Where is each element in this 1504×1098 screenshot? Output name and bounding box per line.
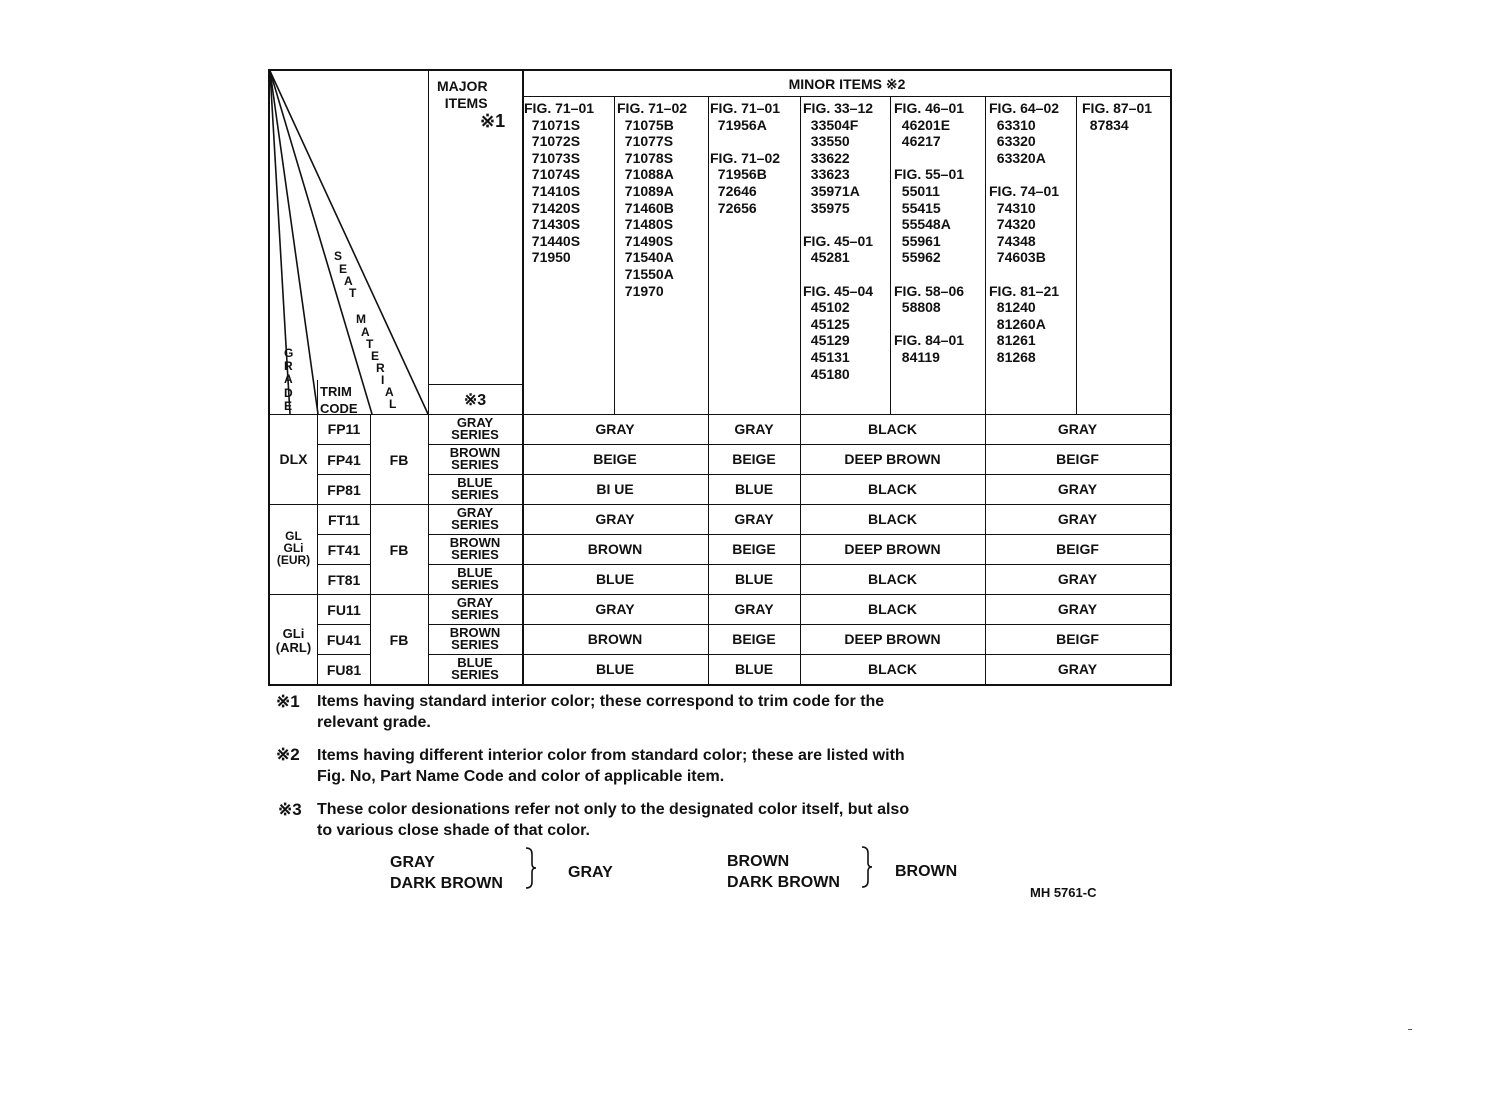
series-cell: GRAY SERIES xyxy=(451,595,499,622)
series-cell: BROWN SERIES xyxy=(449,445,501,472)
scan-speck xyxy=(1408,1029,1412,1030)
series-cell: GRAY SERIES xyxy=(451,505,499,532)
page: MAJOR ITEMS ※1 MINOR ITEMS ※2 ※3 G R A D E TRIM CODE S E A T M A T E R I A L FIG. 71–01 71071S 71072S 71073S 71074S 71410S 71420S 71430S 71440S 71950 FIG. 71–02 71075B 71077S 71078S 71088A 71089A 71460B 71480S 71490S 71540A 71550A 71970 FIG. 71–01 71956A FIG. 71–02 71956B 72646 72656 FIG. 33–12 33504F 33550 33622 33623 35971A 35975 FIG. 45–01 45281 FIG. 45–04 45102 45125 45129 45131 45180 FIG. 46–01 46201E 46217 FIG. 55–01 55011 55415 55548A 55961 55962 FIG. 58–06 58808 FIG. 84–01 84119 FIG. 64–02 63310 63320 63320A FIG. 74–01 74310 74320 74348 74603B FIG. 81–21 81240 81260A 81261 81268 FIG. 87–01 87834 DLX GL GLi (EUR) GLi (ARL) FB FB FB FP11 GRAY SERIES GRAY GRAY BLACK GRAY FP41 BROWN SERIES BEIGE BEIGE DEEP BROWN BEIGF FP81 BLUE SERIES BI UE BLUE BLACK GRAY FT11 GRAY SERIES GRAY GRAY BLACK GRAY FT41 BROWN SERIES BROWN BEIGE DEEP BROWN BEIGF FT81 BLUE SERIES BLUE BLUE BLACK GRAY FU11 GRAY SERIES GRAY GRAY BLACK GRAY FU41 BROWN SERIES BROWN BEIGE DEEP BROWN BEIGF FU81 BLUE SERIES BLUE BLUE BLACK GRAY ※1 Items having standard interior color; these correspond to trim code for the relevant grade. ※2 Items having different interior color from standard color; these are listed with Fig. No, Part Name Code and color of applicable item. ※3 These color desionations refer not only to the designated color itself, but also to various close shade of that color. GRAY DARK BROWN GRAY BROWN DARK BROWN BROWN MH 5761-C xyxy=(0,0,1504,1098)
color-cell: DEEP BROWN xyxy=(844,541,941,557)
material-cell: FB xyxy=(389,632,409,648)
color-cell: GRAY xyxy=(1057,421,1098,437)
color-cell: BLUE xyxy=(595,571,635,587)
minor-col-5: FIG. 46–01 46201E 46217 FIG. 55–01 55011 55415 55548A 55961 55962 FIG. 58–06 58808 FIG. 84–01 84119 xyxy=(894,100,965,365)
note-text: These color desionations refer not only to the designated color itself, but also to various close shade of that color. xyxy=(317,801,910,839)
series-cell: GRAY SERIES xyxy=(451,415,499,442)
material-cell: FB xyxy=(389,542,409,558)
color-cell: BLUE xyxy=(734,571,774,587)
trim-code: FT11 xyxy=(328,512,360,528)
grade-cell: GLi (ARL) xyxy=(275,626,312,655)
grade-label: G R A D E xyxy=(284,346,294,413)
color-cell: GRAY xyxy=(1057,511,1098,527)
color-cell: GRAY xyxy=(595,601,635,617)
trim-code: FP41 xyxy=(327,452,361,468)
color-cell: GRAY xyxy=(595,421,635,437)
series-cell: BLUE SERIES xyxy=(451,655,499,682)
brace-icon xyxy=(860,845,874,889)
color-cell: BEIGF xyxy=(1056,631,1099,647)
minor-col-3: FIG. 71–01 71956A FIG. 71–02 71956B 72646 72656 xyxy=(710,100,781,216)
color-cell: DEEP BROWN xyxy=(844,451,941,467)
material-cell: FB xyxy=(389,452,409,468)
major-items-mark: ※1 xyxy=(480,111,506,131)
color-cell: GRAY xyxy=(734,601,774,617)
color-cell: BLUE xyxy=(595,661,635,677)
color-cell: BLUE xyxy=(734,661,774,677)
major-items-label: MAJOR ITEMS xyxy=(437,78,488,111)
note-text: Items having standard interior color; these correspond to trim code for the relevant grade. xyxy=(317,693,885,731)
trim-code: FP11 xyxy=(327,421,361,437)
series-cell: BROWN SERIES xyxy=(449,535,501,562)
color-cell: BEIGE xyxy=(732,451,776,467)
example-result: BROWN xyxy=(895,863,958,880)
example-result: GRAY xyxy=(568,864,613,881)
color-cell: BEIGE xyxy=(732,541,776,557)
trim-code: FU41 xyxy=(326,632,362,648)
color-cell: BEIGE xyxy=(593,451,637,467)
color-cell: BROWN xyxy=(587,631,643,647)
color-cell: BI UE xyxy=(596,481,634,497)
color-cell: BLACK xyxy=(868,421,917,437)
minor-col-1: FIG. 71–01 71071S 71072S 71073S 71074S 71410S 71420S 71430S 71440S 71950 xyxy=(524,100,595,266)
trim-code: FU81 xyxy=(326,662,362,678)
trim-code: FT81 xyxy=(327,572,361,588)
grade-cell: DLX xyxy=(279,451,308,467)
note-mark: ※2 xyxy=(276,745,300,764)
color-cell: BEIGE xyxy=(732,631,776,647)
color-cell: BLACK xyxy=(868,601,917,617)
series-cell: BLUE SERIES xyxy=(451,475,499,502)
trim-code-label: TRIM CODE xyxy=(320,384,358,416)
trim-code: FT41 xyxy=(327,542,361,558)
color-cell: BLACK xyxy=(868,661,917,677)
color-cell: BLACK xyxy=(868,511,917,527)
note-mark: ※3 xyxy=(278,800,302,819)
color-cell: GRAY xyxy=(1057,571,1098,587)
color-cell: BEIGF xyxy=(1056,541,1099,557)
minor-col-2: FIG. 71–02 71075B 71077S 71078S 71088A 71089A 71460B 71480S 71490S 71540A 71550A 71970 xyxy=(617,100,688,299)
minor-col-6: FIG. 64–02 63310 63320 63320A FIG. 74–01 74310 74320 74348 74603B FIG. 81–21 81240 81260A 81261 81268 xyxy=(989,100,1060,365)
color-cell: DEEP BROWN xyxy=(844,631,941,647)
minor-items-label: MINOR ITEMS ※2 xyxy=(788,76,906,92)
color-cell: BLACK xyxy=(868,481,917,497)
example-lines: BROWN DARK BROWN xyxy=(727,853,840,891)
minor-col-7: FIG. 87–01 87834 xyxy=(1082,100,1153,133)
color-cell: BLACK xyxy=(868,571,917,587)
color-cell: GRAY xyxy=(595,511,635,527)
minor-col-4: FIG. 33–12 33504F 33550 33622 33623 35971A 35975 FIG. 45–01 45281 FIG. 45–04 45102 45125 45129 45131 45180 xyxy=(803,100,874,382)
note-text: Items having different interior color from standard color; these are listed with Fig. No, Part Name Code and color of applicable item. xyxy=(317,747,905,785)
color-cell: BEIGF xyxy=(1056,451,1099,467)
series-cell: BLUE SERIES xyxy=(451,565,499,592)
mark3-label: ※3 xyxy=(463,392,487,409)
brace-icon xyxy=(524,846,538,890)
color-cell: GRAY xyxy=(1057,661,1098,677)
grade-cell: GL GLi (EUR) xyxy=(276,529,311,567)
color-cell: GRAY xyxy=(734,421,774,437)
color-cell: BLUE xyxy=(734,481,774,497)
note-mark: ※1 xyxy=(276,692,300,711)
color-cell: GRAY xyxy=(1057,601,1098,617)
document-code: MH 5761-C xyxy=(1030,885,1097,900)
series-cell: BROWN SERIES xyxy=(449,625,501,652)
example-lines: GRAY DARK BROWN xyxy=(390,854,503,892)
color-cell: GRAY xyxy=(734,511,774,527)
color-cell: GRAY xyxy=(1057,481,1098,497)
color-cell: BROWN xyxy=(587,541,643,557)
trim-code: FP81 xyxy=(327,482,361,498)
trim-code: FU11 xyxy=(327,602,361,618)
